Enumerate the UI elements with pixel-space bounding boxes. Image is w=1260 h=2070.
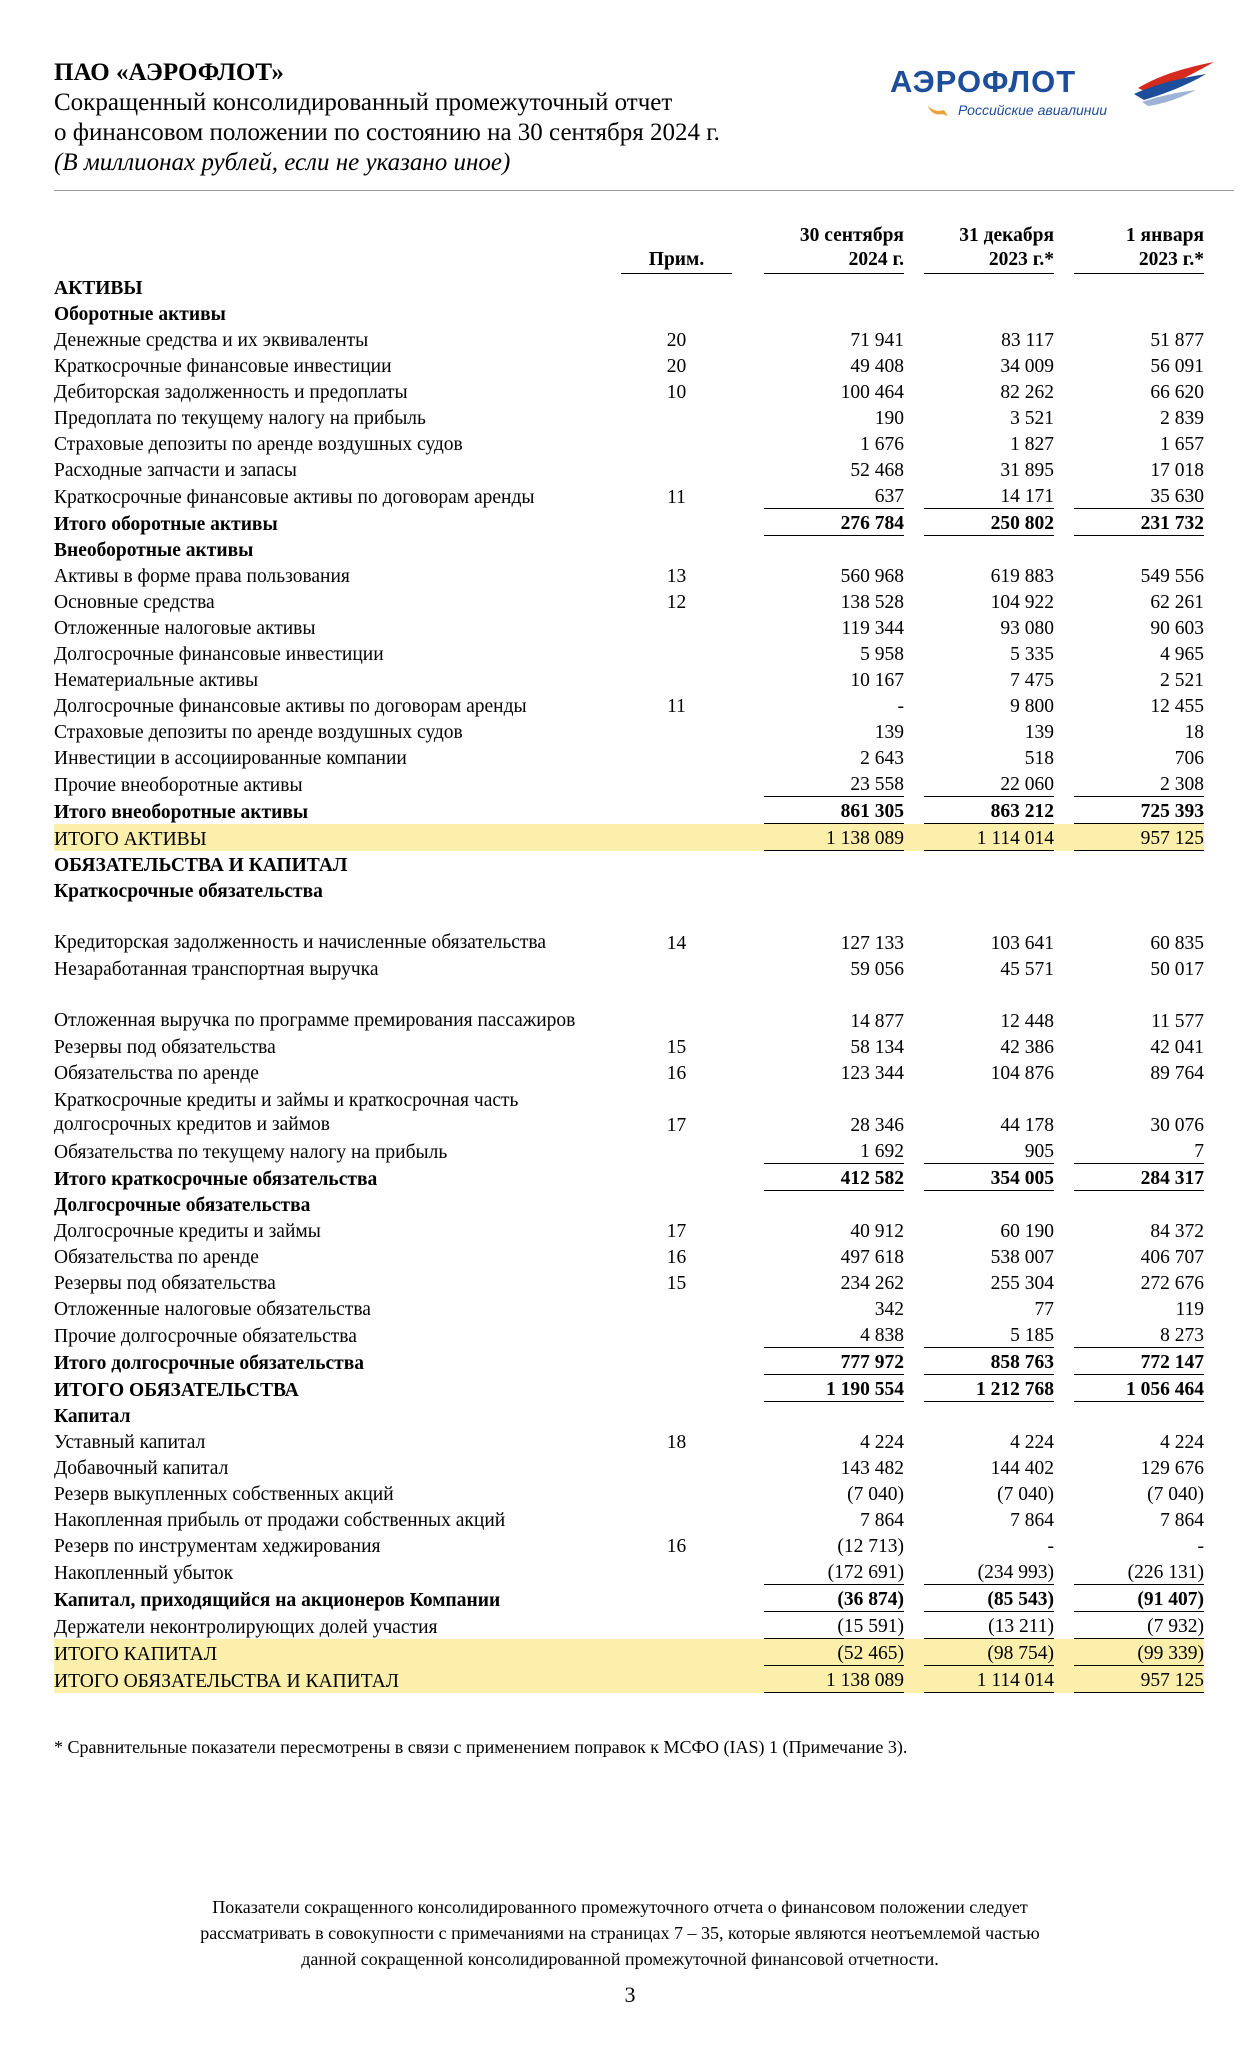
value-jan-2023: 90 603 — [1150, 618, 1204, 639]
report-title-line2: о финансовом положении по состоянию на 30 сентября 2024 г. — [54, 119, 720, 146]
value-jan-2023: 4 965 — [1160, 644, 1204, 665]
value-dec-2023: 9 800 — [1010, 696, 1054, 717]
value-dec-2023: 1 212 768 — [924, 1375, 1054, 1402]
line-item-row — [54, 456, 1204, 482]
value-jan-2023: 957 125 — [1074, 1666, 1204, 1693]
row-label: Резерв выкупленных собственных акций — [54, 1484, 394, 1505]
disclaimer-line1: Показатели сокращенного консолидированного промежуточного отчета о финансовом положении следует — [212, 1897, 1028, 1917]
row-label: Обязательства по аренде — [54, 1247, 259, 1268]
line-item-row — [54, 326, 1204, 352]
row-label: Денежные средства и их эквиваленты — [54, 330, 369, 351]
row-label: ИТОГО КАПИТАЛ — [54, 1639, 609, 1666]
value-jan-2023: 17 018 — [1150, 460, 1204, 481]
value-dec-2023: 139 — [1024, 722, 1054, 743]
value-dec-2023: - — [1047, 1536, 1054, 1557]
value-dec-2023: 905 — [1024, 1141, 1054, 1162]
row-note — [609, 1585, 744, 1612]
line-item-row — [54, 378, 1204, 404]
row-note — [609, 1137, 744, 1164]
row-note: 11 — [667, 486, 686, 508]
row-label: Резервы под обязательства — [54, 1273, 276, 1294]
subsection-heading-row — [54, 300, 1204, 326]
row-note: 10 — [666, 382, 687, 403]
row-label: Долгосрочные финансовые инвестиции — [54, 644, 384, 665]
row-label: Краткосрочные кредиты и займы и краткосрочная часть долгосрочных кредитов и займов — [54, 1090, 519, 1135]
value-sep-2024: 28 346 — [850, 1115, 904, 1136]
value-dec-2023: 1 114 014 — [924, 824, 1054, 851]
row-label: Долгосрочные финансовые активы по договорам аренды — [54, 696, 527, 717]
value-dec-2023: 858 763 — [924, 1348, 1054, 1375]
total-row — [54, 1375, 1204, 1402]
value-dec-2023: 518 — [1024, 748, 1054, 769]
row-note — [609, 614, 744, 640]
value-jan-2023: 60 835 — [1150, 933, 1204, 954]
value-dec-2023: 7 475 — [1010, 670, 1054, 691]
value-dec-2023: 144 402 — [990, 1458, 1054, 1479]
value-jan-2023: - — [1197, 1536, 1204, 1557]
value-sep-2024: 119 344 — [841, 618, 904, 639]
value-sep-2024: 71 941 — [850, 330, 904, 351]
line-item-row — [54, 1085, 1204, 1137]
row-note: 12 — [666, 592, 687, 613]
value-dec-2023: 5 335 — [1010, 644, 1054, 665]
row-label: Нематериальные активы — [54, 670, 259, 691]
line-item-row — [54, 718, 1204, 744]
line-item-row — [54, 1612, 1204, 1639]
value-jan-2023: 50 017 — [1150, 959, 1204, 980]
line-item-row — [54, 692, 1204, 718]
column-header-row — [54, 218, 1204, 274]
value-jan-2023: 2 839 — [1160, 408, 1204, 429]
value-sep-2024: 2 643 — [860, 748, 904, 769]
row-note — [609, 718, 744, 744]
value-dec-2023: 104 922 — [990, 592, 1054, 613]
value-dec-2023: 44 178 — [1000, 1115, 1054, 1136]
row-label: Отложенная выручка по программе премирования пассажиров — [54, 1010, 576, 1031]
value-jan-2023: 1 657 — [1160, 434, 1204, 455]
value-jan-2023: 30 076 — [1150, 1115, 1204, 1136]
row-note — [609, 640, 744, 666]
value-sep-2024: 497 618 — [840, 1247, 904, 1268]
units-note: (В миллионах рублей, если не указано иное) — [54, 149, 511, 176]
row-note — [609, 797, 744, 824]
disclaimer — [80, 1894, 1160, 1972]
total-row — [54, 1348, 1204, 1375]
line-item-row — [54, 1454, 1204, 1480]
value-sep-2024: 861 305 — [764, 797, 904, 824]
row-note — [609, 1506, 744, 1532]
value-jan-2023: 11 577 — [1151, 1011, 1204, 1032]
value-sep-2024: 14 877 — [850, 1011, 904, 1032]
value-jan-2023: 549 556 — [1140, 566, 1204, 587]
value-dec-2023: 60 190 — [1000, 1221, 1054, 1242]
row-label: Прочие долгосрочные обязательства — [54, 1325, 357, 1347]
row-label: Расходные запчасти и запасы — [54, 460, 297, 481]
row-note — [609, 1164, 744, 1191]
row-note: 16 — [666, 1247, 687, 1268]
footnote: * Сравнительные показатели пересмотрены в связи с применением поправок к МСФО (IAS) 1 (Примечание 3). — [54, 1737, 908, 1757]
value-sep-2024: 100 464 — [840, 382, 904, 403]
line-item-row — [54, 744, 1204, 770]
row-note — [609, 1375, 744, 1402]
value-sep-2024: 1 138 089 — [764, 824, 904, 851]
row-label: Итого внеоборотные активы — [54, 801, 309, 823]
row-note — [609, 1480, 744, 1506]
value-dec-2023: 1 114 014 — [924, 1666, 1054, 1693]
line-item-row — [54, 640, 1204, 666]
row-note — [609, 666, 744, 692]
row-note — [609, 509, 744, 536]
value-jan-2023: 957 125 — [1074, 824, 1204, 851]
row-label: ИТОГО АКТИВЫ — [54, 824, 609, 851]
line-item-row — [54, 1033, 1204, 1059]
total-row — [54, 1666, 1204, 1693]
balance-sheet-table — [54, 218, 1204, 1693]
row-note — [609, 1295, 744, 1321]
value-jan-2023: 231 732 — [1074, 509, 1204, 536]
line-item-row — [54, 666, 1204, 692]
report-title-line1: Сокращенный консолидированный промежуточный отчет — [54, 89, 673, 116]
value-dec-2023: 354 005 — [924, 1164, 1054, 1191]
value-dec-2023: 12 448 — [1000, 1011, 1054, 1032]
value-dec-2023: 250 802 — [924, 509, 1054, 536]
value-jan-2023: (91 407) — [1074, 1585, 1204, 1612]
row-label: Дебиторская задолженность и предоплаты — [54, 382, 408, 403]
value-sep-2024: 276 784 — [764, 509, 904, 536]
row-label: Активы в форме права пользования — [54, 566, 350, 587]
value-sep-2024: (12 713) — [837, 1536, 904, 1557]
value-dec-2023: 5 185 — [1010, 1325, 1054, 1346]
value-dec-2023: 77 — [1034, 1299, 1054, 1320]
row-label: Краткосрочные финансовые инвестиции — [54, 356, 392, 377]
row-label: Капитал — [54, 1406, 131, 1427]
value-jan-2023: 62 261 — [1150, 592, 1204, 613]
row-label: Долгосрочные обязательства — [54, 1195, 311, 1216]
value-sep-2024: 560 968 — [840, 566, 904, 587]
value-dec-2023: 863 212 — [924, 797, 1054, 824]
row-note — [609, 1321, 744, 1348]
line-item-row — [54, 1321, 1204, 1348]
value-dec-2023: 14 171 — [1000, 486, 1054, 507]
line-item-row — [54, 1532, 1204, 1558]
value-dec-2023: 31 895 — [1000, 460, 1054, 481]
value-sep-2024: 637 — [874, 486, 904, 507]
value-dec-2023: 83 117 — [1001, 330, 1054, 351]
subsection-heading-row — [54, 1191, 1204, 1218]
header-divider — [54, 190, 1234, 191]
line-item-row — [54, 1217, 1204, 1243]
row-note: 16 — [666, 1536, 687, 1557]
column-header-sep-2024: 30 сентября 2024 г. — [764, 218, 904, 274]
value-jan-2023: 35 630 — [1150, 486, 1204, 507]
row-note — [609, 404, 744, 430]
row-label: Страховые депозиты по аренде воздушных судов — [54, 722, 463, 743]
row-label: Уставный капитал — [54, 1432, 206, 1453]
total-row — [54, 1164, 1204, 1191]
subsection-heading-row — [54, 1402, 1204, 1429]
value-dec-2023: 42 386 — [1000, 1037, 1054, 1058]
note-column-header: Прим. — [621, 248, 732, 274]
value-sep-2024: 190 — [874, 408, 904, 429]
value-jan-2023: 66 620 — [1150, 382, 1204, 403]
line-item-row — [54, 404, 1204, 430]
row-note: 14 — [666, 933, 687, 954]
disclaimer-line3: данной сокращенной консолидированной промежуточной финансовой отчетности. — [301, 1949, 939, 1969]
value-jan-2023: 706 — [1174, 748, 1204, 769]
row-note: 17 — [666, 1115, 687, 1136]
value-jan-2023: 18 — [1184, 722, 1204, 743]
total-row — [54, 824, 1204, 851]
value-jan-2023: 284 317 — [1074, 1164, 1204, 1191]
total-row — [54, 1585, 1204, 1612]
value-jan-2023: 4 224 — [1160, 1432, 1204, 1453]
value-jan-2023: 1 056 464 — [1074, 1375, 1204, 1402]
aeroflot-logo — [888, 58, 1218, 128]
line-item-row — [54, 1480, 1204, 1506]
line-item-row — [54, 1428, 1204, 1454]
section-heading-row — [54, 274, 1204, 300]
value-jan-2023: 119 — [1175, 1299, 1204, 1320]
value-sep-2024: 58 134 — [850, 1037, 904, 1058]
page-number: 3 — [624, 1982, 636, 2007]
row-label: Добавочный капитал — [54, 1458, 229, 1479]
line-item-row — [54, 1059, 1204, 1085]
row-label: АКТИВЫ — [54, 278, 143, 299]
value-sep-2024: - — [897, 696, 904, 717]
line-item-row — [54, 482, 1204, 509]
row-label: ОБЯЗАТЕЛЬСТВА И КАПИТАЛ — [54, 855, 348, 876]
value-sep-2024: 234 262 — [840, 1273, 904, 1294]
row-label: Отложенные налоговые активы — [54, 618, 316, 639]
value-jan-2023: 129 676 — [1140, 1458, 1204, 1479]
line-item-row — [54, 1506, 1204, 1532]
line-item-row — [54, 955, 1204, 981]
line-item-row — [54, 562, 1204, 588]
value-dec-2023: 3 521 — [1010, 408, 1054, 429]
row-note — [609, 981, 744, 1033]
value-dec-2023: 4 224 — [1010, 1432, 1054, 1453]
row-label: Прочие внеоборотные активы — [54, 774, 303, 796]
value-sep-2024: 412 582 — [764, 1164, 904, 1191]
value-sep-2024: 4 838 — [860, 1325, 904, 1346]
row-note — [609, 1454, 744, 1480]
line-item-row — [54, 352, 1204, 378]
value-jan-2023: 7 864 — [1160, 1510, 1204, 1531]
value-dec-2023: 45 571 — [1000, 959, 1054, 980]
row-label: Резерв по инструментам хеджирования — [54, 1536, 381, 1557]
value-sep-2024: (172 691) — [827, 1562, 904, 1583]
value-sep-2024: 143 482 — [840, 1458, 904, 1479]
row-note — [609, 1639, 744, 1666]
value-sep-2024: 1 692 — [860, 1141, 904, 1162]
row-label: Итого долгосрочные обязательства — [54, 1352, 365, 1374]
row-label: Держатели неконтролирующих долей участия — [54, 1616, 438, 1638]
value-sep-2024: 138 528 — [840, 592, 904, 613]
value-jan-2023: 772 147 — [1074, 1348, 1204, 1375]
row-label: Накопленная прибыль от продажи собственных акций — [54, 1510, 506, 1531]
row-note: 15 — [666, 1037, 687, 1058]
row-note — [609, 430, 744, 456]
line-item-row — [54, 1269, 1204, 1295]
value-dec-2023: 103 641 — [990, 933, 1054, 954]
row-note: 13 — [666, 566, 687, 587]
value-jan-2023: 272 676 — [1140, 1273, 1204, 1294]
value-sep-2024: 5 958 — [860, 644, 904, 665]
value-sep-2024: 23 558 — [850, 774, 904, 795]
value-sep-2024: 342 — [874, 1299, 904, 1320]
value-sep-2024: 777 972 — [764, 1348, 904, 1375]
column-header-dec-2023: 31 декабря 2023 г.* — [924, 218, 1054, 274]
value-sep-2024: 1 190 554 — [764, 1375, 904, 1402]
row-note — [609, 770, 744, 797]
value-jan-2023: (7 932) — [1147, 1616, 1204, 1637]
value-sep-2024: 40 912 — [850, 1221, 904, 1242]
value-dec-2023: (13 211) — [988, 1616, 1054, 1637]
row-label: Капитал, приходящийся на акционеров Компании — [54, 1589, 501, 1611]
row-note — [609, 744, 744, 770]
value-sep-2024: (15 591) — [837, 1616, 904, 1637]
row-label: Предоплата по текущему налогу на прибыль — [54, 408, 426, 429]
row-note — [609, 955, 744, 981]
logo-wordmark: АЭРОФЛОТ — [890, 64, 1077, 99]
value-sep-2024: (52 465) — [764, 1639, 904, 1666]
row-note — [609, 456, 744, 482]
value-jan-2023: 2 521 — [1160, 670, 1204, 691]
row-label: Краткосрочные обязательства — [54, 881, 323, 902]
row-label: ИТОГО ОБЯЗАТЕЛЬСТВА — [54, 1379, 299, 1401]
row-label: Страховые депозиты по аренде воздушных судов — [54, 434, 463, 455]
row-label: Итого краткосрочные обязательства — [54, 1168, 378, 1190]
row-note: 11 — [667, 696, 686, 717]
line-item-row — [54, 614, 1204, 640]
value-dec-2023: 255 304 — [990, 1273, 1054, 1294]
row-label: Незаработанная транспортная выручка — [54, 959, 379, 980]
value-sep-2024: 59 056 — [850, 959, 904, 980]
row-label: Кредиторская задолженность и начисленные обязательства — [54, 932, 547, 953]
row-note: 20 — [666, 356, 687, 377]
value-sep-2024: 1 676 — [860, 434, 904, 455]
line-item-row — [54, 1295, 1204, 1321]
line-item-row — [54, 430, 1204, 456]
value-jan-2023: 8 273 — [1160, 1325, 1204, 1346]
value-jan-2023: 56 091 — [1150, 356, 1204, 377]
row-label: Внеоборотные активы — [54, 540, 254, 561]
row-note — [609, 824, 744, 851]
column-header-jan-2023: 1 января 2023 г.* — [1074, 218, 1204, 274]
section-heading-row — [54, 851, 1204, 878]
value-sep-2024: 127 133 — [840, 933, 904, 954]
value-sep-2024: 7 864 — [860, 1510, 904, 1531]
row-note — [609, 1348, 744, 1375]
value-dec-2023: 93 080 — [1000, 618, 1054, 639]
value-dec-2023: 619 883 — [990, 566, 1054, 587]
value-dec-2023: 104 876 — [990, 1063, 1054, 1084]
row-note — [609, 1558, 744, 1585]
value-dec-2023: (234 993) — [977, 1562, 1054, 1583]
row-label: Обязательства по текущему налогу на прибыль — [54, 1141, 448, 1163]
value-sep-2024: (36 874) — [764, 1585, 904, 1612]
value-jan-2023: 7 — [1194, 1141, 1204, 1162]
line-item-row — [54, 588, 1204, 614]
value-sep-2024: 123 344 — [840, 1063, 904, 1084]
row-note — [609, 1666, 744, 1693]
total-row — [54, 1639, 1204, 1666]
disclaimer-line2: рассматривать в совокупности с примечаниями на страницах 7 – 35, которые являются неотъемлемой частью — [200, 1923, 1040, 1943]
row-note: 15 — [666, 1273, 687, 1294]
value-dec-2023: 34 009 — [1000, 356, 1054, 377]
value-jan-2023: 406 707 — [1140, 1247, 1204, 1268]
value-jan-2023: 12 455 — [1150, 696, 1204, 717]
value-dec-2023: 22 060 — [1000, 774, 1054, 795]
row-label: Основные средства — [54, 592, 215, 613]
row-label: Обязательства по аренде — [54, 1063, 259, 1084]
value-sep-2024: (7 040) — [847, 1484, 904, 1505]
value-sep-2024: 52 468 — [850, 460, 904, 481]
value-dec-2023: 7 864 — [1010, 1510, 1054, 1531]
row-note: 18 — [666, 1432, 687, 1453]
value-sep-2024: 4 224 — [860, 1432, 904, 1453]
value-dec-2023: 1 827 — [1010, 434, 1054, 455]
value-jan-2023: (7 040) — [1147, 1484, 1204, 1505]
row-note: 16 — [666, 1063, 687, 1084]
subsection-heading-row — [54, 536, 1204, 563]
total-row — [54, 509, 1204, 536]
value-sep-2024: 1 138 089 — [764, 1666, 904, 1693]
value-jan-2023: (226 131) — [1127, 1562, 1204, 1583]
logo-subtitle: Российские авиалинии — [958, 102, 1108, 118]
value-dec-2023: (85 543) — [924, 1585, 1054, 1612]
line-item-row — [54, 903, 1204, 955]
value-dec-2023: (7 040) — [997, 1484, 1054, 1505]
value-jan-2023: 84 372 — [1150, 1221, 1204, 1242]
value-jan-2023: 725 393 — [1074, 797, 1204, 824]
value-sep-2024: 49 408 — [850, 356, 904, 377]
balance-sheet-body — [54, 218, 1204, 1693]
row-label: Краткосрочные финансовые активы по договорам аренды — [54, 486, 535, 508]
row-label: ИТОГО ОБЯЗАТЕЛЬСТВА И КАПИТАЛ — [54, 1666, 609, 1693]
row-note — [609, 1612, 744, 1639]
value-sep-2024: 10 167 — [850, 670, 904, 691]
row-label: Инвестиции в ассоциированные компании — [54, 748, 407, 769]
value-sep-2024: 139 — [874, 722, 904, 743]
line-item-row — [54, 1137, 1204, 1164]
row-note: 20 — [666, 330, 687, 351]
company-name: ПАО «АЭРОФЛОТ» — [54, 59, 284, 86]
row-note: 17 — [666, 1221, 687, 1242]
value-jan-2023: 51 877 — [1150, 330, 1204, 351]
subsection-heading-row — [54, 877, 1204, 903]
value-jan-2023: 42 041 — [1150, 1037, 1204, 1058]
line-item-row — [54, 770, 1204, 797]
value-dec-2023: 538 007 — [990, 1247, 1054, 1268]
value-jan-2023: 2 308 — [1160, 774, 1204, 795]
value-dec-2023: 82 262 — [1000, 382, 1054, 403]
row-label: Накопленный убыток — [54, 1562, 234, 1584]
line-item-row — [54, 981, 1204, 1033]
value-jan-2023: 89 764 — [1150, 1063, 1204, 1084]
line-item-row — [54, 1558, 1204, 1585]
row-label: Долгосрочные кредиты и займы — [54, 1221, 321, 1242]
row-label: Отложенные налоговые обязательства — [54, 1299, 371, 1320]
row-label: Резервы под обязательства — [54, 1037, 276, 1058]
row-label: Оборотные активы — [54, 304, 226, 325]
total-row — [54, 797, 1204, 824]
value-dec-2023: (98 754) — [924, 1639, 1054, 1666]
row-label: Итого оборотные активы — [54, 513, 278, 535]
value-jan-2023: (99 339) — [1074, 1639, 1204, 1666]
line-item-row — [54, 1243, 1204, 1269]
